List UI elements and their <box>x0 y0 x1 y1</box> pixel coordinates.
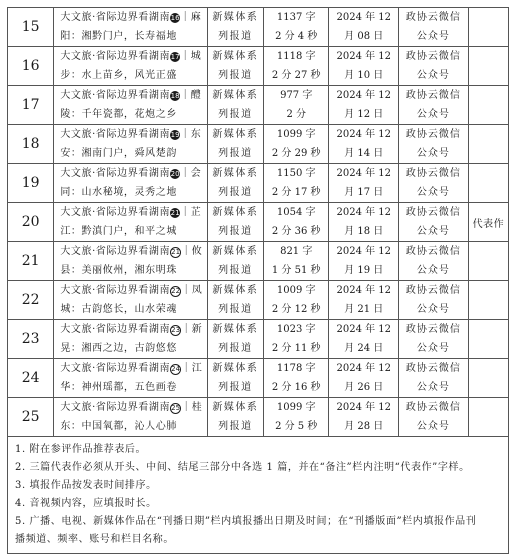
episode-number-badge: 20 <box>170 170 180 178</box>
duration: 2 分 17 秒 <box>271 187 321 198</box>
duration: 2 分 29 秒 <box>271 148 321 159</box>
publish-channel-line-2: 公众号 <box>416 304 450 315</box>
publish-date-line-2: 月 24 日 <box>344 343 384 354</box>
note-line-4: 4. 音视频内容，应填报时长。 <box>15 498 157 509</box>
word-count: 1137 字 <box>276 12 316 23</box>
publish-channel <box>399 281 469 320</box>
publish-date <box>329 359 399 398</box>
publish-date-line-2: 月 14 日 <box>344 148 384 159</box>
work-title <box>54 320 208 359</box>
publish-date <box>329 47 399 86</box>
work-title-line-1 <box>60 8 207 27</box>
publish-date <box>329 203 399 242</box>
publish-date-line-1: 2024 年 12 <box>336 12 392 23</box>
publish-date-line-2: 月 28 日 <box>344 421 384 432</box>
row-number <box>8 398 54 437</box>
work-type <box>207 359 263 398</box>
work-title-line-2: 城：古韵悠长，山水荣魂 <box>60 304 177 315</box>
word-count: 1054 字 <box>276 207 316 218</box>
remark-cell <box>468 281 508 320</box>
work-title-line-1 <box>60 203 207 222</box>
publish-channel-line-2: 公众号 <box>416 187 450 198</box>
publish-channel-line-1: 政协云微信 <box>405 168 461 179</box>
duration: 2 分 12 秒 <box>271 304 321 315</box>
episode-number-badge: 24 <box>171 365 181 373</box>
publish-date-line-2: 月 18 日 <box>344 226 384 237</box>
publish-channel <box>399 8 469 47</box>
work-title-line-2: 江：黔滇门户，和平之城 <box>60 226 177 237</box>
work-type <box>207 164 263 203</box>
work-title-line-1 <box>60 47 207 66</box>
note-line-5: 5. 广播、电视、新媒体作品在“刊播日期”栏内填报播出日期及时间；在“刊播版面”栏内填报作品刊 <box>15 516 477 527</box>
work-title <box>54 281 208 320</box>
duration: 2 分 4 秒 <box>275 31 318 42</box>
duration: 1 分 51 秒 <box>271 265 321 276</box>
work-type-line-1: 新媒体系 <box>212 90 259 101</box>
work-type-line-1: 新媒体系 <box>212 246 259 257</box>
work-type <box>207 8 263 47</box>
remark-cell <box>468 320 508 359</box>
work-title <box>54 47 208 86</box>
publish-date-line-1: 2024 年 12 <box>336 207 392 218</box>
work-title-prefix: 大文旅·省际边界看湖南 <box>60 129 171 140</box>
remark-cell <box>468 164 508 203</box>
work-type-line-1: 新媒体系 <box>212 51 259 62</box>
publish-channel-line-1: 政协云微信 <box>405 129 461 140</box>
row-number-text: 24 <box>21 370 40 386</box>
table-row <box>8 242 509 281</box>
row-number-text: 21 <box>21 253 40 269</box>
row-number <box>8 164 54 203</box>
work-type <box>207 398 263 437</box>
row-number-text: 15 <box>21 19 40 35</box>
work-title-line-2: 安：湘南门户，舜风楚韵 <box>60 148 177 159</box>
work-length <box>263 281 328 320</box>
publish-channel-line-2: 公众号 <box>416 382 450 393</box>
publish-channel-line-2: 公众号 <box>416 421 450 432</box>
work-title-line-1 <box>60 242 207 261</box>
work-title-line-1 <box>60 359 207 378</box>
publish-channel <box>399 203 469 242</box>
work-title-place-start: ｜城 <box>180 51 202 62</box>
work-title-place-start: ｜会 <box>180 168 202 179</box>
work-type-line-1: 新媒体系 <box>212 168 259 179</box>
work-length <box>263 398 328 437</box>
work-title-prefix: 大文旅·省际边界看湖南 <box>60 90 171 101</box>
episode-number-badge: 18 <box>170 92 180 100</box>
work-title-line-2: 县：美丽攸州，湘东明珠 <box>60 265 177 276</box>
remark-cell <box>468 86 508 125</box>
work-title-place-start: ｜新 <box>181 324 203 335</box>
table-row <box>8 125 509 164</box>
work-type-line-2: 列报道 <box>218 70 253 81</box>
work-length <box>263 47 328 86</box>
episode-number-badge: 19 <box>170 131 180 139</box>
works-table-body <box>8 8 509 437</box>
remark-cell <box>468 8 508 47</box>
publish-channel-line-1: 政协云微信 <box>405 285 461 296</box>
row-number <box>8 47 54 86</box>
publish-date <box>329 242 399 281</box>
work-title-line-1 <box>60 125 207 144</box>
work-length <box>263 164 328 203</box>
word-count: 977 字 <box>280 90 313 101</box>
word-count: 1178 字 <box>276 363 316 374</box>
publish-channel-line-2: 公众号 <box>416 70 450 81</box>
note-line-3: 3. 填报作品按发表时间排序。 <box>15 480 157 491</box>
work-type <box>207 242 263 281</box>
work-title-place-start: ｜江 <box>181 363 203 374</box>
publish-channel-line-2: 公众号 <box>416 109 450 120</box>
publish-date-line-2: 月 26 日 <box>344 382 384 393</box>
row-number-text: 17 <box>21 97 40 113</box>
work-title-prefix: 大文旅·省际边界看湖南 <box>60 12 171 23</box>
publish-date-line-1: 2024 年 12 <box>336 402 392 413</box>
episode-number-badge: 17 <box>170 53 180 61</box>
work-title-prefix: 大文旅·省际边界看湖南 <box>60 168 171 179</box>
episode-number-badge: 23 <box>171 326 181 334</box>
work-length <box>263 125 328 164</box>
work-length <box>263 359 328 398</box>
work-type-line-1: 新媒体系 <box>212 129 259 140</box>
publish-channel <box>399 242 469 281</box>
work-title-line-2: 晃：湘西之边，古韵悠悠 <box>60 343 177 354</box>
publish-channel-line-2: 公众号 <box>416 265 450 276</box>
publish-channel-line-2: 公众号 <box>416 343 450 354</box>
work-length <box>263 203 328 242</box>
work-type-line-2: 列报道 <box>218 226 253 237</box>
row-number-text: 23 <box>21 331 40 347</box>
work-length <box>263 86 328 125</box>
work-type <box>207 125 263 164</box>
episode-number-badge: 21 <box>171 248 181 256</box>
word-count: 1023 字 <box>276 324 316 335</box>
work-title-line-1 <box>60 398 207 417</box>
work-title-place-start: ｜醴 <box>180 90 202 101</box>
work-title-line-1 <box>60 86 207 105</box>
row-number-text: 19 <box>21 175 40 191</box>
work-type-line-2: 列报道 <box>218 304 253 315</box>
publish-date-line-1: 2024 年 12 <box>336 90 392 101</box>
work-title-line-2: 陵：千年瓷都，花炮之乡 <box>60 109 177 120</box>
publish-channel-line-1: 政协云微信 <box>405 246 461 257</box>
publish-date-line-2: 月 12 日 <box>344 109 384 120</box>
note-line-1: 1. 附在参评作品推荐表后。 <box>15 444 147 455</box>
episode-number-badge: 22 <box>171 287 181 295</box>
row-number <box>8 320 54 359</box>
work-title <box>54 398 208 437</box>
word-count: 1118 字 <box>276 51 316 62</box>
publish-channel-line-1: 政协云微信 <box>405 12 461 23</box>
work-type-line-2: 列报道 <box>218 187 253 198</box>
work-title-place-start: ｜芷 <box>180 207 202 218</box>
work-title <box>54 8 208 47</box>
work-title-line-1 <box>60 281 207 300</box>
table-row <box>8 359 509 398</box>
work-title <box>54 242 208 281</box>
publish-channel <box>399 86 469 125</box>
episode-number-badge: 16 <box>170 14 180 22</box>
duration: 2 分 11 秒 <box>271 343 321 354</box>
work-type <box>207 320 263 359</box>
publish-date-line-1: 2024 年 12 <box>336 129 392 140</box>
publish-date-line-1: 2024 年 12 <box>336 363 392 374</box>
duration: 2 分 16 秒 <box>271 382 321 393</box>
work-title-line-2: 同：山水秘境，灵秀之地 <box>60 187 177 198</box>
table-row <box>8 281 509 320</box>
word-count: 1009 字 <box>276 285 316 296</box>
work-type <box>207 203 263 242</box>
work-title-place-start: ｜凤 <box>181 285 203 296</box>
remark-cell <box>468 359 508 398</box>
work-length <box>263 242 328 281</box>
work-title-prefix: 大文旅·省际边界看湖南 <box>60 285 171 296</box>
table-row <box>8 164 509 203</box>
publish-date-line-2: 月 10 日 <box>344 70 384 81</box>
work-title <box>54 86 208 125</box>
row-number <box>8 281 54 320</box>
work-length <box>263 8 328 47</box>
publish-channel <box>399 164 469 203</box>
remark-cell <box>468 47 508 86</box>
work-title <box>54 164 208 203</box>
publish-date-line-2: 月 17 日 <box>344 187 384 198</box>
work-type-line-1: 新媒体系 <box>212 207 259 218</box>
work-title-line-2: 华：神州瑶都，五色画卷 <box>60 382 177 393</box>
row-number-text: 22 <box>21 292 40 308</box>
work-type-line-1: 新媒体系 <box>212 363 259 374</box>
publish-date <box>329 281 399 320</box>
publish-channel-line-2: 公众号 <box>416 148 450 159</box>
work-type-line-2: 列报道 <box>218 421 253 432</box>
work-type-line-2: 列报道 <box>218 265 253 276</box>
publish-date <box>329 320 399 359</box>
publish-channel <box>399 359 469 398</box>
work-title-prefix: 大文旅·省际边界看湖南 <box>60 207 171 218</box>
row-number <box>8 86 54 125</box>
work-title-prefix: 大文旅·省际边界看湖南 <box>60 324 171 335</box>
note-line-6: 播频道、频率、账号和栏目名称。 <box>15 534 174 545</box>
table-row <box>8 8 509 47</box>
publish-date-line-2: 月 19 日 <box>344 265 384 276</box>
work-type-line-2: 列报道 <box>218 382 253 393</box>
publish-channel-line-2: 公众号 <box>416 226 450 237</box>
duration: 2 分 <box>286 109 306 120</box>
publish-channel-line-2: 公众号 <box>416 31 450 42</box>
table-row <box>8 398 509 437</box>
row-number <box>8 8 54 47</box>
row-number <box>8 203 54 242</box>
publish-date <box>329 398 399 437</box>
row-number <box>8 125 54 164</box>
publish-date-line-1: 2024 年 12 <box>336 324 392 335</box>
work-type-line-1: 新媒体系 <box>212 285 259 296</box>
work-type-line-2: 列报道 <box>218 109 253 120</box>
work-title-line-1 <box>60 320 207 339</box>
remark-cell <box>468 203 508 242</box>
work-title-line-2: 东：中国氧都，沁人心肺 <box>60 421 177 432</box>
work-title-place-start: ｜麻 <box>180 12 202 23</box>
publish-channel-line-1: 政协云微信 <box>405 324 461 335</box>
duration: 2 分 27 秒 <box>271 70 321 81</box>
publish-channel <box>399 320 469 359</box>
work-type <box>207 47 263 86</box>
row-number <box>8 242 54 281</box>
publish-channel-line-1: 政协云微信 <box>405 363 461 374</box>
publish-channel <box>399 125 469 164</box>
remark-cell <box>468 242 508 281</box>
publish-date-line-1: 2024 年 12 <box>336 51 392 62</box>
duration: 2 分 5 秒 <box>275 421 318 432</box>
work-title-prefix: 大文旅·省际边界看湖南 <box>60 51 171 62</box>
work-title-line-2: 步：水上苗乡，风光正盛 <box>60 70 177 81</box>
work-length <box>263 320 328 359</box>
row-number-text: 25 <box>21 409 40 425</box>
work-title-prefix: 大文旅·省际边界看湖南 <box>60 363 171 374</box>
work-title-line-1 <box>60 164 207 183</box>
remark-text: 代表作 <box>472 218 505 230</box>
word-count: 1150 字 <box>276 168 316 179</box>
word-count: 1099 字 <box>276 129 316 140</box>
note-line-2: 2. 三篇代表作必须从开头、中间、结尾三部分中各选 1 篇，并在“备注”栏内注明“代表作”字样。 <box>15 462 470 473</box>
publish-channel-line-1: 政协云微信 <box>405 402 461 413</box>
work-title-line-2: 阳：湘黔门户，长寿福地 <box>60 31 177 42</box>
publish-channel-line-1: 政协云微信 <box>405 90 461 101</box>
remark-cell <box>468 125 508 164</box>
publish-date-line-2: 月 21 日 <box>344 304 384 315</box>
work-title <box>54 203 208 242</box>
table-row <box>8 47 509 86</box>
table-row <box>8 320 509 359</box>
episode-number-badge: 21 <box>170 209 180 217</box>
work-title-place-start: ｜东 <box>180 129 202 140</box>
row-number <box>8 359 54 398</box>
work-type-line-1: 新媒体系 <box>212 324 259 335</box>
publish-date <box>329 125 399 164</box>
publish-date-line-1: 2024 年 12 <box>336 168 392 179</box>
row-number-text: 18 <box>21 136 40 152</box>
work-title <box>54 125 208 164</box>
publish-date <box>329 164 399 203</box>
work-type-line-2: 列报道 <box>218 148 253 159</box>
remark-cell <box>468 398 508 437</box>
publish-date-line-1: 2024 年 12 <box>336 246 392 257</box>
word-count: 821 字 <box>280 246 313 257</box>
work-type-line-1: 新媒体系 <box>212 402 259 413</box>
publish-date <box>329 86 399 125</box>
row-number-text: 20 <box>21 214 40 230</box>
publish-date <box>329 8 399 47</box>
publish-date-line-1: 2024 年 12 <box>336 285 392 296</box>
works-table <box>7 7 509 554</box>
work-title-place-start: ｜桂 <box>181 402 203 413</box>
word-count: 1099 字 <box>276 402 316 413</box>
work-title-prefix: 大文旅·省际边界看湖南 <box>60 402 171 413</box>
table-row <box>8 203 509 242</box>
table-row <box>8 86 509 125</box>
work-title <box>54 359 208 398</box>
row-number-text: 16 <box>21 58 40 74</box>
publish-channel-line-1: 政协云微信 <box>405 51 461 62</box>
episode-number-badge: 25 <box>171 404 181 412</box>
work-title-place-start: ｜攸 <box>181 246 203 257</box>
work-type <box>207 86 263 125</box>
works-list-sheet <box>7 7 509 554</box>
work-type-line-2: 列报道 <box>218 343 253 354</box>
work-title-prefix: 大文旅·省际边界看湖南 <box>60 246 171 257</box>
publish-channel <box>399 398 469 437</box>
work-type <box>207 281 263 320</box>
publish-channel <box>399 47 469 86</box>
publish-channel-line-1: 政协云微信 <box>405 207 461 218</box>
publish-date-line-2: 月 08 日 <box>344 31 384 42</box>
work-type-line-2: 列报道 <box>218 31 253 42</box>
work-type-line-1: 新媒体系 <box>212 12 259 23</box>
duration: 2 分 36 秒 <box>271 226 321 237</box>
